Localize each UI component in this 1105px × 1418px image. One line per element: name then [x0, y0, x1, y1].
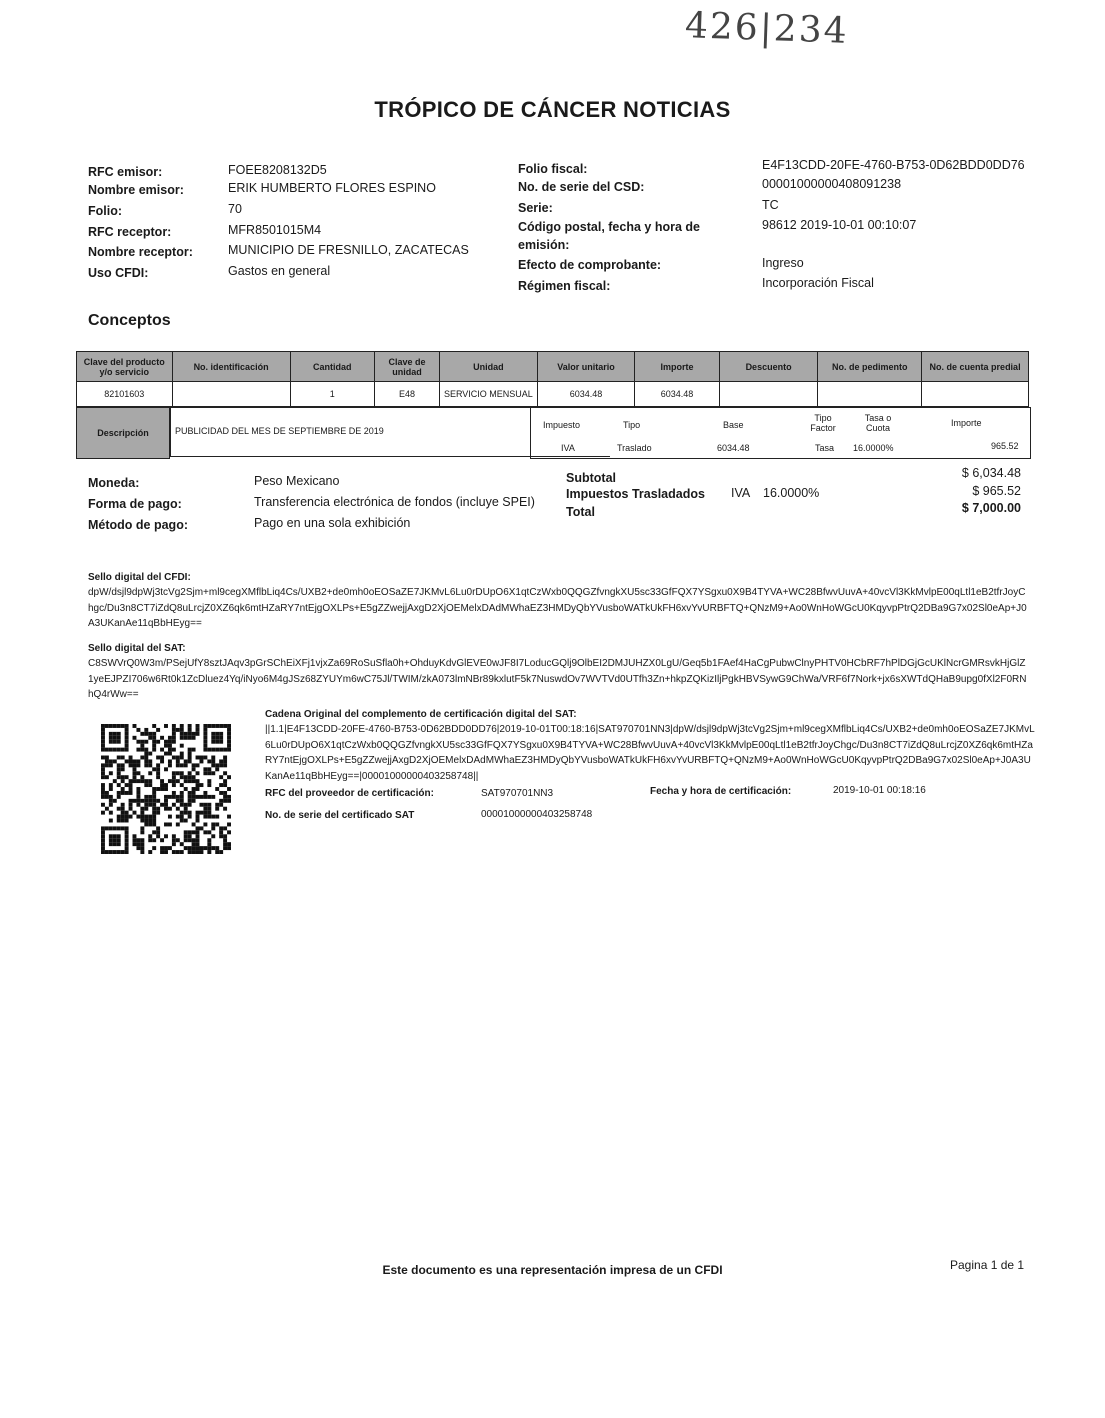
total-value: $ 7,000.00: [961, 501, 1021, 515]
rfc-emisor-value: FOEE8208132D5: [228, 163, 327, 177]
efecto-label: Efecto de comprobante:: [518, 258, 662, 272]
uso-cfdi-label: Uso CFDI:: [88, 266, 149, 280]
serie-csd-label: No. de serie del CSD:: [518, 180, 645, 194]
tax-importe-value: 965.52: [991, 441, 1019, 451]
table-row: [77, 382, 1029, 407]
total-label: Total: [566, 505, 595, 519]
cell-clave-unidad: E48: [374, 382, 439, 407]
col-valor-unitario: Valor unitario: [537, 352, 635, 382]
col-unidad: Unidad: [440, 352, 538, 382]
forma-pago-value: Transferencia electrónica de fondos (incluye SPEI): [254, 495, 535, 509]
concepts-table: [76, 351, 1029, 407]
moneda-label: Moneda:: [88, 476, 140, 490]
concepts-heading: Conceptos: [88, 312, 171, 329]
rfc-proveedor-value: SAT970701NN3: [481, 788, 554, 799]
tax-impuesto-value: IVA: [561, 443, 575, 453]
sello-sat-label: Sello digital del SAT:: [88, 643, 186, 654]
rfc-emisor-label: RFC emisor:: [88, 165, 163, 179]
regimen-label: Régimen fiscal:: [518, 279, 611, 293]
cp-fecha-label: Código postal, fecha y hora de: [518, 220, 700, 234]
rfc-proveedor-label: RFC del proveedor de certificación:: [265, 788, 434, 799]
folio-fiscal-value: E4F13CDD-20FE-4760-B753-0D62BDD0DD76: [762, 158, 1025, 172]
rfc-receptor-value: MFR8501015M4: [228, 223, 322, 237]
rfc-receptor-label: RFC receptor:: [88, 225, 172, 239]
cell-descuento: [719, 382, 818, 407]
nombre-receptor-label: Nombre receptor:: [88, 245, 193, 259]
cell-cantidad: 1: [290, 382, 374, 407]
tax-tipo-factor-value: Tasa: [815, 443, 835, 453]
tax-tasa-value: 16.0000%: [853, 443, 894, 453]
fecha-certificacion-label: Fecha y hora de certificación:: [650, 786, 792, 797]
impuestos-tasa: 16.0000%: [763, 486, 820, 500]
col-clave-producto: Clave del producto y/o servicio: [77, 352, 173, 382]
table-header-row: [77, 352, 1029, 382]
tax-tipo-factor-header: Tipo Factor: [810, 413, 836, 433]
impuestos-tipo: IVA: [731, 486, 751, 500]
serie-certificado-value: 00001000000403258748: [481, 809, 593, 820]
tax-tipo-header: Tipo: [623, 420, 641, 430]
col-cuenta-predial: No. de cuenta predial: [922, 352, 1029, 382]
fecha-certificacion-value: 2019-10-01 00:18:16: [833, 785, 926, 796]
nombre-emisor-label: Nombre emisor:: [88, 183, 184, 197]
col-no-identificacion: No. identificación: [172, 352, 290, 382]
metodo-pago-label: Método de pago:: [88, 518, 188, 532]
sello-cfdi-label: Sello digital del CFDI:: [88, 572, 191, 583]
handwritten-note: 426|234: [684, 5, 850, 52]
description-text: PUBLICIDAD DEL MES DE SEPTIEMBRE DE 2019: [170, 407, 610, 457]
tax-base-header: Base: [723, 420, 744, 430]
cell-no-pedimento: [818, 382, 922, 407]
cell-importe: 6034.48: [635, 382, 719, 407]
cp-fecha-label-2: emisión:: [518, 238, 570, 252]
folio-fiscal-label: Folio fiscal:: [518, 162, 588, 176]
forma-pago-label: Forma de pago:: [88, 497, 182, 511]
folio-label: Folio:: [88, 204, 123, 218]
cadena-original-value: ||1.1|E4F13CDD-20FE-4760-B753-0D62BDD0DD76|2019-10-01T00:18:16|SAT970701NN3|dpW/dsjl9dpWj3tcVg2Sjm+ml9cegXMflbLiq4Cs/UXB2+de0mh0oEOSaZE7JKMvL6Lu0rDUpO6X1qtCzWxb0QQGZfvngkXU5sc33GfFQX7YSgxu0X9B4TYVA+WC28BfwvUuvA+40vcVl3KkMvlpE00qLtl1eB2tfrJoyChgc/Du3n8CT7iZdQ8uLrcjZ0XZ6qk6mtHZaRY7ntEjgOXLPs+E5gZZwejjAxgD2XjOEMelxDAdMWhaEZ3HMDyQbYVusboWATkUkFH6xvYvURBFTQ+QNzM9+Ao0WnHoWGcU0KqyvpPtrQ2DBa9G7x02Sl0eAp+J0A3UKanAe11qBbHEyg==|00001000000403258748||: [265, 724, 1035, 782]
serie-certificado-label: No. de serie del certificado SAT: [265, 810, 415, 821]
description-row: [76, 405, 1029, 457]
impuestos-label: Impuestos Trasladados: [566, 487, 705, 501]
col-descuento: Descuento: [719, 352, 818, 382]
tax-tasa-header: Tasa o Cuota: [864, 413, 892, 433]
tax-importe-header: Importe: [951, 418, 982, 428]
subtotal-value: $ 6,034.48: [961, 466, 1021, 480]
serie-value: TC: [762, 198, 779, 212]
description-label: Descripción: [76, 407, 170, 459]
qr-code: [101, 724, 231, 854]
serie-label: Serie:: [518, 201, 553, 215]
tax-tipo-value: Traslado: [617, 443, 652, 453]
col-clave-unidad: Clave de unidad: [374, 352, 439, 382]
moneda-value: Peso Mexicano: [254, 474, 340, 488]
col-importe: Importe: [635, 352, 719, 382]
metodo-pago-value: Pago en una sola exhibición: [254, 516, 411, 530]
tax-detail-box: [530, 407, 1031, 459]
cadena-original-label: Cadena Original del complemento de certificación digital del SAT:: [265, 709, 577, 720]
cell-no-identificacion: [172, 382, 290, 407]
sello-cfdi-value: dpW/dsjl9dpWj3tcVg2Sjm+ml9cegXMflbLiq4Cs/UXB2+de0mh0oEOSaZE7JKMvL6Lu0rDUpO6X1qtCzWxb0QQGZfvngkXU5sc33GfFQX7YSgxu0X9B4TYVA+WC28BfwvUuvA+40vcVl3KkMvlpE00qLtl1eB2tfrJoyChgc/Du3n8CT7iZdQ8uLrcjZ0XZ6qk6mtHZaRY7ntEjgOXLPs+E5gZZwejjAxgD2XjOEMelxDAdMWhaEZ3HMDyQbYVusboWATkUkFH6xvYvURBFTQ+QNzM9+Ao0WnHoWGcU0KqyvpPtrQ2DBa9G7x02Sl0eAp+J0A3UKanAe11qBbHEyg==: [88, 587, 1027, 629]
uso-cfdi-value: Gastos en general: [228, 264, 331, 278]
cp-fecha-value: 98612 2019-10-01 00:10:07: [762, 218, 917, 232]
cell-cuenta-predial: [922, 382, 1029, 407]
footer-note: Este documento es una representación impresa de un CFDI: [382, 1263, 723, 1277]
cell-valor-unitario: 6034.48: [537, 382, 635, 407]
page-number: Pagina 1 de 1: [950, 1258, 1025, 1272]
page-title: TRÓPICO DE CÁNCER NOTICIAS: [374, 97, 731, 122]
tax-impuesto-header: Impuesto: [543, 420, 581, 430]
impuestos-value: $ 965.52: [972, 484, 1021, 498]
cell-unidad: SERVICIO MENSUAL: [440, 382, 538, 407]
col-cantidad: Cantidad: [290, 352, 374, 382]
nombre-receptor-value: MUNICIPIO DE FRESNILLO, ZACATECAS: [228, 243, 469, 257]
efecto-value: Ingreso: [762, 256, 804, 270]
serie-csd-value: 00001000000408091238: [762, 177, 902, 191]
folio-value: 70: [228, 202, 242, 216]
regimen-value: Incorporación Fiscal: [762, 276, 874, 290]
tax-base-value: 6034.48: [717, 443, 750, 453]
nombre-emisor-value: ERIK HUMBERTO FLORES ESPINO: [228, 181, 436, 195]
subtotal-label: Subtotal: [566, 471, 616, 485]
cell-clave-producto: 82101603: [77, 382, 173, 407]
col-no-pedimento: No. de pedimento: [818, 352, 922, 382]
sello-sat-value: C8SWVrQ0W3m/PSejUfY8sztJAqv3pGrSChEiXFj1vjxZa69RoSuSfla0h+OhduyKdvGlEVE0wJF8I7LoducGQlj9OlbEI2DMJUHZX0LgU/Geq5b1FAef4HaCgPubwClnyPHTV0HCbRF7hPlDGjGcUKlNcrGMRsvkHjGlZ1yeEJPZI706w6Rt0k1ZcDluez4Yq/iNyo6M4gJSz68ZYUYm6wC75Jl/TWIM/zkA073lmNBr89kxlutF5k7NuswdOv7WVTVd0UTfh3Zn+hkpZQKizIljPgkHBVSywG9ChWa/VRF6f7Nork+jx6sXWTdQHaB9upg0fXl2F0RNhQ4rWw==: [88, 658, 1027, 700]
